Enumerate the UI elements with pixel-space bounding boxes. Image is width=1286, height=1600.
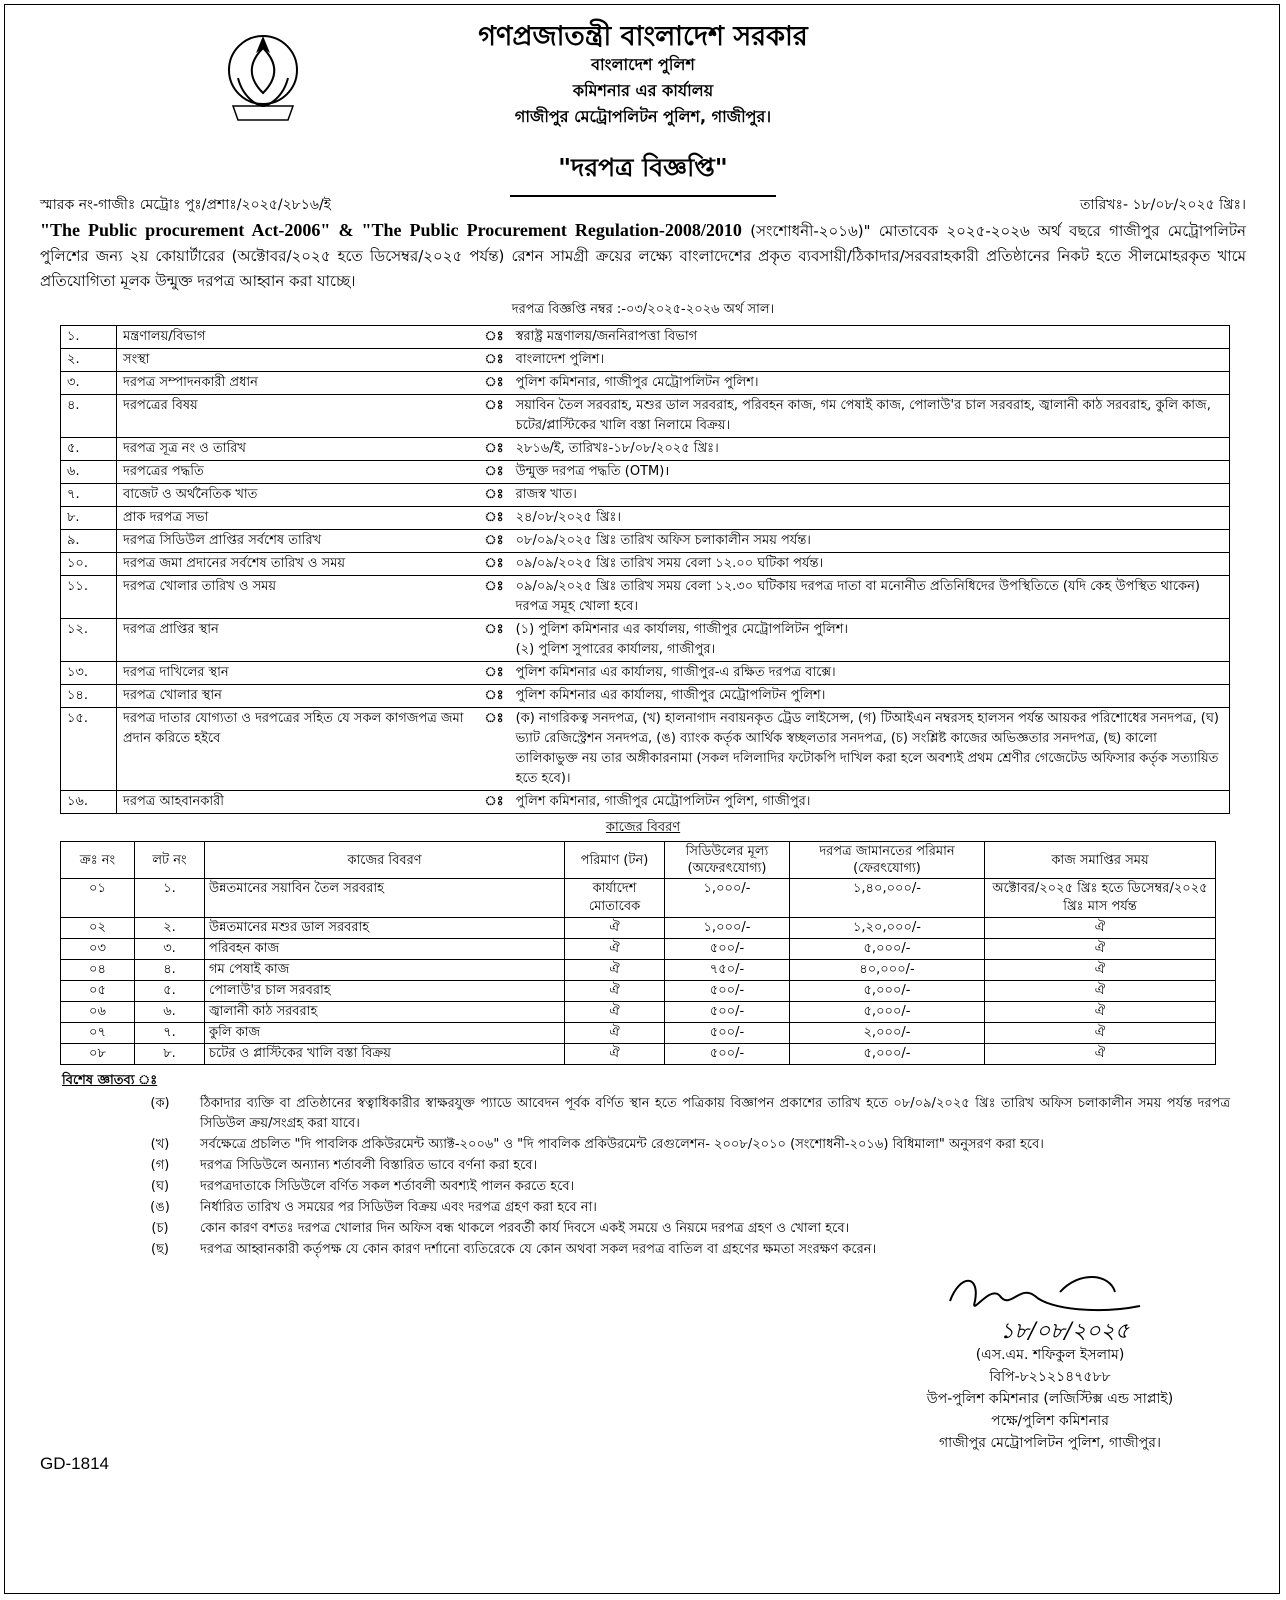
info-row <box>61 438 1230 461</box>
work-row <box>61 1044 1216 1065</box>
lot-number: ৫. <box>135 981 205 1002</box>
work-description: কুলি কাজ <box>205 1023 565 1044</box>
info-row <box>61 553 1230 576</box>
info-row-value: ০৯/০৯/২০২৫ খ্রিঃ তারিখ সময় বেলা ১২.০০ ঘটিকা পর্যন্ত। <box>510 553 1230 576</box>
work-description: গম পেষাই কাজ <box>205 960 565 981</box>
info-row-value: বাংলাদেশ পুলিশ। <box>510 349 1230 372</box>
serial-number: ০৩ <box>61 939 135 960</box>
completion-time: ঐ <box>985 1044 1216 1065</box>
info-row-number: ১০. <box>61 553 117 576</box>
info-row <box>61 326 1230 349</box>
signatory-name: (এস.এম. শফিকুল ইসলাম) <box>975 1347 1125 1363</box>
note-text: নির্ধারিত তারিখ ও সময়ের পর সিডিউল বিক্রয় এবং দরপত্র গ্রহণ করা হবে না। <box>200 1200 597 1215</box>
footer-code: GD-1814 <box>40 1454 109 1473</box>
info-row-number: ৩. <box>61 372 117 395</box>
work-description: উন্নতমানের সয়াবিন তৈল সরবরাহ <box>205 879 565 918</box>
info-row-value: ০৯/০৯/২০২৫ খ্রিঃ তারিখ সময় বেলা ১২.৩০ ঘটিকায় দরপত্র দাতা বা মনোনীত প্রতিনিধিদের উপস্থিতিতে (যদি কেহ উপস্থিত থাকেন) দরপত্র সমূহ খোলা হবে। <box>510 576 1230 619</box>
info-row-separator: ঃ <box>479 372 510 395</box>
security-amount: ১,২০,০০০/- <box>790 918 985 939</box>
lot-number: ১. <box>135 879 205 918</box>
work-description: পোলাউ'র চাল সরবরাহ <box>205 981 565 1002</box>
serial-number: ০২ <box>61 918 135 939</box>
info-row <box>61 662 1230 685</box>
info-row-separator: ঃ <box>479 326 510 349</box>
info-row <box>61 619 1230 662</box>
info-row-separator: ঃ <box>479 619 510 662</box>
work-description: জ্বালানী কাঠ সরবরাহ <box>205 1002 565 1023</box>
work-column-header: কাজ সমাপ্তির সময় <box>985 842 1216 879</box>
info-row-label: দরপত্রের বিষয় <box>117 395 479 438</box>
note-text: সর্বক্ষেত্রে প্রচলিত "দি পাবলিক প্রকিউরমেন্ট অ্যাক্ট-২০০৬" ও "দি পাবলিক প্রকিউরমেন্ট রেগুলেশন- ২০০৮/২০১০ (সংশোধনী-২০১৬) বিধিমালা" অনুসরণ করা হবে। <box>200 1137 1044 1152</box>
lot-number: ৬. <box>135 1002 205 1023</box>
schedule-price: ৫০০/- <box>665 981 790 1002</box>
serial-number: ০৮ <box>61 1044 135 1065</box>
lot-number: ৭. <box>135 1023 205 1044</box>
note-text: ঠিকাদার ব্যক্তি বা প্রতিষ্ঠানের স্বত্বাধিকারীর স্বাক্ষরযুক্ত প্যাডে আবেদন পূর্বক বর্ণিত স্থান হতে পত্রিকায় বিজ্ঞাপন প্রকাশের তারিখ হতে ০৮/০৯/২০২৫ খ্রিঃ তারিখ অফিস চলাকালীন সময় পর্যন্ত দরপত্র সিডিউল ক্রয়/সংগ্রহ করা যাবে। <box>200 1096 1230 1131</box>
work-row <box>61 981 1216 1002</box>
memo-row <box>40 193 1246 217</box>
info-row <box>61 530 1230 553</box>
work-details-table <box>60 841 1216 1065</box>
notes-heading: বিশেষ জ্ঞাতব্য ঃ <box>62 1073 158 1088</box>
note-text: দরপত্র আহ্বানকারী কর্তৃপক্ষ যে কোন কারণ দর্শানো ব্যতিরেকে যে কোন অথবা সকল দরপত্র বাতিল বা গ্রহণের ক্ষমতা সংরক্ষণ করেন। <box>200 1242 877 1257</box>
info-row-value: পুলিশ কমিশনার, গাজীপুর মেট্রোপলিটন পুলিশ, গাজীপুর। <box>510 791 1230 814</box>
quantity: কার্যাদেশ মোতাবেক <box>565 879 665 918</box>
info-row-label: দরপত্র খোলার তারিখ ও সময় <box>117 576 479 619</box>
info-row-value: পুলিশ কমিশনার, গাজীপুর মেট্রোপলিটন পুলিশ। <box>510 372 1230 395</box>
serial-number: ০১ <box>61 879 135 918</box>
info-row-separator: ঃ <box>479 708 510 791</box>
info-row-separator: ঃ <box>479 685 510 708</box>
work-description: চটের ও প্লাস্টিকের খালি বস্তা বিক্রয় <box>205 1044 565 1065</box>
security-amount: ২,০০০/- <box>790 1023 985 1044</box>
lot-number: ৮. <box>135 1044 205 1065</box>
info-row-label: দরপত্র খোলার স্থান <box>117 685 479 708</box>
work-row <box>61 1023 1216 1044</box>
note-key: (ক) <box>150 1096 170 1111</box>
info-row-number: ৫. <box>61 438 117 461</box>
note-key: (ছ) <box>150 1242 170 1257</box>
security-amount: ৫,০০০/- <box>790 1044 985 1065</box>
info-row <box>61 507 1230 530</box>
lot-number: ৩. <box>135 939 205 960</box>
quantity: ঐ <box>565 1002 665 1023</box>
work-description: পরিবহন কাজ <box>205 939 565 960</box>
intro-english: "The Public procurement Act-2006" & "The Public Procurement Regulation-2008/2010 <box>40 220 742 240</box>
info-row-value: উন্মুক্ত দরপত্র পদ্ধতি (OTM)। <box>510 461 1230 484</box>
quantity: ঐ <box>565 981 665 1002</box>
work-column-header: সিডিউলের মূল্য (অফেরৎযোগ্য) <box>665 842 790 879</box>
info-row-number: ৯. <box>61 530 117 553</box>
info-row-number: ৭. <box>61 484 117 507</box>
info-row-label: দরপত্র জমা প্রদানের সর্বশেষ তারিখ ও সময় <box>117 553 479 576</box>
info-row-label: দরপত্রের পদ্ধতি <box>117 461 479 484</box>
info-row-separator: ঃ <box>479 461 510 484</box>
info-row-value: (১) পুলিশ কমিশনার এর কার্যালয়, গাজীপুর মেট্রোপলিটন পুলিশ। (২) পুলিশ সুপারের কার্যালয়, গাজীপুর। <box>510 619 1230 662</box>
unit-name: গাজীপুর মেট্রোপলিটন পুলিশ, গাজীপুর। <box>514 107 772 126</box>
info-row <box>61 349 1230 372</box>
info-row <box>61 372 1230 395</box>
completion-time: ঐ <box>985 981 1216 1002</box>
note-item <box>120 1219 1230 1239</box>
signatory-unit: গাজীপুর মেট্রোপলিটন পুলিশ, গাজীপুর। <box>939 1435 1161 1451</box>
info-row-separator: ঃ <box>479 530 510 553</box>
signatory-bp: বিপি-৮২১২১৪৭৫৮৮ <box>989 1369 1111 1385</box>
info-row-number: ১৫. <box>61 708 117 791</box>
handwritten-signature <box>940 1266 1160 1344</box>
info-row-value: (ক) নাগরিকত্ব সনদপত্র, (খ) হালনাগাদ নবায়নকৃত ট্রেড লাইসেন্স, (গ) টিআইএন নম্বরসহ হালসন পর্যন্ত আয়কর পরিশোধের সনদপত্র, (ঘ) ভ্যাট রেজিস্ট্রেশন সনদপত্র, (ঙ) ব্যাংক কর্তৃক আর্থিক স্বচ্ছলতার সনদপত্র, (চ) সংশ্লিষ্ট কাজের অভিজ্ঞতার সনদপত্র, (ছ) কালো তালিকাভুক্ত নয় তার অঙ্গীকারনামা (সকল দলিলাদির ফটোকপি দাখিল করা হলে অবশ্যই প্রথম শ্রেণীর গেজেটেড অফিসার কর্তৃক সত্যায়িত হতে হবে)। <box>510 708 1230 791</box>
serial-number: ০৫ <box>61 981 135 1002</box>
work-table-caption: কাজের বিবরণ <box>605 820 681 835</box>
note-item <box>120 1177 1230 1197</box>
note-key: (গ) <box>150 1158 170 1173</box>
note-text: দরপত্র সিডিউলে অন্যান্য শর্তাবলী বিস্তারিত ভাবে বর্ণনা করা হবে। <box>200 1158 538 1173</box>
note-text: কোন কারণ বশতঃ দরপত্র খোলার দিন অফিস বন্ধ থাকলে পরবর্তী কার্য দিবসে একই সময়ে ও নিয়মে দরপত্র গ্রহণ ও খোলা হবে। <box>200 1221 850 1236</box>
work-column-header: লট নং <box>135 842 205 879</box>
lot-number: ৪. <box>135 960 205 981</box>
info-row-separator: ঃ <box>479 662 510 685</box>
info-row-number: ৪. <box>61 395 117 438</box>
security-amount: ৪০,০০০/- <box>790 960 985 981</box>
info-row-label: দরপত্র দাতার যোগ্যতা ও দরপত্রের সহিত যে সকল কাগজপত্র জমা প্রদান করিতে হইবে <box>117 708 479 791</box>
info-row-value: ২৮১৬/ই, তারিখঃ-১৮/০৮/২০২৫ খ্রিঃ। <box>510 438 1230 461</box>
work-column-header: ক্রঃ নং <box>61 842 135 879</box>
info-row-separator: ঃ <box>479 395 510 438</box>
info-row-number: ১৩. <box>61 662 117 685</box>
schedule-price: ১,০০০/- <box>665 879 790 918</box>
work-description: উন্নতমানের মশুর ডাল সরবরাহ <box>205 918 565 939</box>
work-row <box>61 939 1216 960</box>
info-row-label: মন্ত্রণালয়/বিভাগ <box>117 326 479 349</box>
work-column-header: কাজের বিবরণ <box>205 842 565 879</box>
completion-time: ঐ <box>985 1023 1216 1044</box>
work-column-header: পরিমাণ (টন) <box>565 842 665 879</box>
schedule-price: ১,০০০/- <box>665 918 790 939</box>
quantity: ঐ <box>565 960 665 981</box>
info-row-label: দরপত্র দাখিলের স্থান <box>117 662 479 685</box>
quantity: ঐ <box>565 1023 665 1044</box>
info-row <box>61 791 1230 814</box>
completion-time: ঐ <box>985 918 1216 939</box>
info-row-separator: ঃ <box>479 791 510 814</box>
signature-area <box>860 1266 1240 1454</box>
work-row <box>61 918 1216 939</box>
info-row-value: রাজস্ব খাত। <box>510 484 1230 507</box>
note-item <box>120 1135 1230 1155</box>
note-key: (খ) <box>150 1137 170 1152</box>
info-row <box>61 576 1230 619</box>
note-item <box>120 1156 1230 1176</box>
document-body <box>0 218 1286 1474</box>
info-row <box>61 685 1230 708</box>
note-key: (ঙ) <box>150 1200 170 1215</box>
office-name: কমিশনার এর কার্যালয় <box>572 81 714 100</box>
note-key: (ঘ) <box>150 1179 170 1194</box>
info-row-separator: ঃ <box>479 349 510 372</box>
note-text: দরপত্রদাতাকে সিডিউলে বর্ণিত সকল শর্তাবলী অবশ্যই পালন করতে হবে। <box>200 1179 575 1194</box>
info-row-number: ১৬. <box>61 791 117 814</box>
security-amount: ৫,০০০/- <box>790 939 985 960</box>
tender-info-table <box>60 325 1230 814</box>
notes-list <box>120 1094 1230 1260</box>
signature-date: ১৮/০৮/২০২৫ <box>1000 1319 1130 1344</box>
completion-time: অক্টোবর/২০২৫ খ্রিঃ হতে ডিসেম্বর/২০২৫ খ্রিঃ মাস পর্যন্ত <box>985 879 1216 918</box>
info-row-number: ৮. <box>61 507 117 530</box>
info-row-label: দরপত্র সূত্র নং ও তারিখ <box>117 438 479 461</box>
info-row-label: দরপত্র সিডিউল প্রাপ্তির সর্বশেষ তারিখ <box>117 530 479 553</box>
completion-time: ঐ <box>985 1002 1216 1023</box>
info-row-label: দরপত্র আহবানকারী <box>117 791 479 814</box>
serial-number: ০৪ <box>61 960 135 981</box>
info-row-label: সংস্থা <box>117 349 479 372</box>
info-row-label: প্রাক দরপত্র সভা <box>117 507 479 530</box>
serial-number: ০৬ <box>61 1002 135 1023</box>
intro-bengali: (সংশোধনী-২০১৬)" মোতাবেক ২০২৫-২০২৬ অর্থ বছরে গাজীপুর মেট্রোপলিটন পুলিশের জন্য ২য় কোয়ার্টারের (অক্টোবর/২০২৫ হতে ডিসেম্বর/২০২৫ পর্যন্ত) রেশন সামগ্রী ক্রয়ের লক্ষ্যে বাংলাদেশের প্রকৃত ব্যবসায়ী/ঠিকাদার/সরবরাহকারী প্রতিষ্ঠানের নিকট হতে সীলমোহরকৃত খামে প্রতিযোগিতা মূলক উন্মুক্ত দরপত্র আহ্বান করা যাচ্ছে। <box>40 222 1246 290</box>
info-row-separator: ঃ <box>479 553 510 576</box>
note-item <box>120 1094 1230 1134</box>
notice-number: দরপত্র বিজ্ঞপ্তি নম্বর :-০৩/২০২৫-২০২৬ অর্থ সাল। <box>511 302 775 317</box>
work-column-header: দরপত্র জামানতের পরিমান (ফেরৎযোগ্য) <box>790 842 985 879</box>
signatory-block <box>860 1344 1240 1454</box>
quantity: ঐ <box>565 939 665 960</box>
security-amount: ৫,০০০/- <box>790 981 985 1002</box>
intro-paragraph <box>40 218 1246 294</box>
info-row-separator: ঃ <box>479 576 510 619</box>
schedule-price: ৫০০/- <box>665 939 790 960</box>
department-name: বাংলাদেশ পুলিশ <box>591 55 695 74</box>
schedule-price: ৫০০/- <box>665 1002 790 1023</box>
note-item <box>120 1240 1230 1260</box>
government-title: গণপ্রজাতন্ত্রী বাংলাদেশ সরকার <box>478 21 808 52</box>
quantity: ঐ <box>565 918 665 939</box>
schedule-price: ৭৫০/- <box>665 960 790 981</box>
info-row-number: ১১. <box>61 576 117 619</box>
info-row-label: দরপত্র সম্পাদনকারী প্রধান <box>117 372 479 395</box>
info-row-number: ৬. <box>61 461 117 484</box>
completion-time: ঐ <box>985 960 1216 981</box>
info-row-value: সয়াবিন তৈল সরবরাহ, মশুর ডাল সরবরাহ, পরিবহন কাজ, গম পেষাই কাজ, পোলাউ'র চাল সরবরাহ, জ্বালানী কাঠ সরবরাহ, কুলি কাজ, চটের/প্লাস্টিকের খালি বস্তা নিলামে বিক্রয়। <box>510 395 1230 438</box>
note-key: (চ) <box>151 1221 169 1236</box>
schedule-price: ৫০০/- <box>665 1023 790 1044</box>
signatory-designation: উপ-পুলিশ কমিশনার (লজিস্টিক্স এন্ড সাপ্লাই) <box>926 1391 1174 1407</box>
info-row-separator: ঃ <box>479 484 510 507</box>
info-row-number: ১২. <box>61 619 117 662</box>
info-row-label: দরপত্র প্রাপ্তির স্থান <box>117 619 479 662</box>
note-item <box>120 1198 1230 1218</box>
info-row-value: পুলিশ কমিশনার এর কার্যালয়, গাজীপুর-এ রক্ষিত দরপত্র বাক্সে। <box>510 662 1230 685</box>
info-row <box>61 708 1230 791</box>
memo-number: স্মারক নং-গাজীঃ মেট্রোঃ পুঃ/প্রশাঃ/২০২৫/২৮১৬/ই <box>40 197 331 213</box>
info-row-value: পুলিশ কমিশনার এর কার্যালয়, গাজীপুর মেট্রোপলিটন পুলিশ। <box>510 685 1230 708</box>
schedule-price: ৫০০/- <box>665 1044 790 1065</box>
work-row <box>61 960 1216 981</box>
info-row-number: ২. <box>61 349 117 372</box>
work-row <box>61 879 1216 918</box>
security-amount: ১,৪০,০০০/- <box>790 879 985 918</box>
serial-number: ০৭ <box>61 1023 135 1044</box>
info-row-number: ১৪. <box>61 685 117 708</box>
info-row-number: ১. <box>61 326 117 349</box>
quantity: ঐ <box>565 1044 665 1065</box>
work-table-header <box>61 842 1216 879</box>
security-amount: ৫,০০০/- <box>790 1002 985 1023</box>
notice-title: "দরপত্র বিজ্ঞপ্তি" <box>510 148 776 197</box>
notice-date: তারিখঃ- ১৮/০৮/২০২৫ খ্রিঃ। <box>1080 197 1246 213</box>
info-row-separator: ঃ <box>479 507 510 530</box>
info-row <box>61 484 1230 507</box>
lot-number: ২. <box>135 918 205 939</box>
completion-time: ঐ <box>985 939 1216 960</box>
info-row-label: বাজেট ও অর্থনৈতিক খাত <box>117 484 479 507</box>
info-row <box>61 395 1230 438</box>
info-row-value: ২৪/০৮/২০২৫ খ্রিঃ। <box>510 507 1230 530</box>
info-row-separator: ঃ <box>479 438 510 461</box>
info-row-value: ০৮/০৯/২০২৫ খ্রিঃ তারিখ অফিস চলাকালীন সময় পর্যন্ত। <box>510 530 1230 553</box>
work-row <box>61 1002 1216 1023</box>
info-row <box>61 461 1230 484</box>
info-row-value: স্বরাষ্ট্র মন্ত্রণালয়/জননিরাপত্তা বিভাগ <box>510 326 1230 349</box>
signatory-on-behalf: পক্ষে/পুলিশ কমিশনার <box>991 1413 1109 1429</box>
